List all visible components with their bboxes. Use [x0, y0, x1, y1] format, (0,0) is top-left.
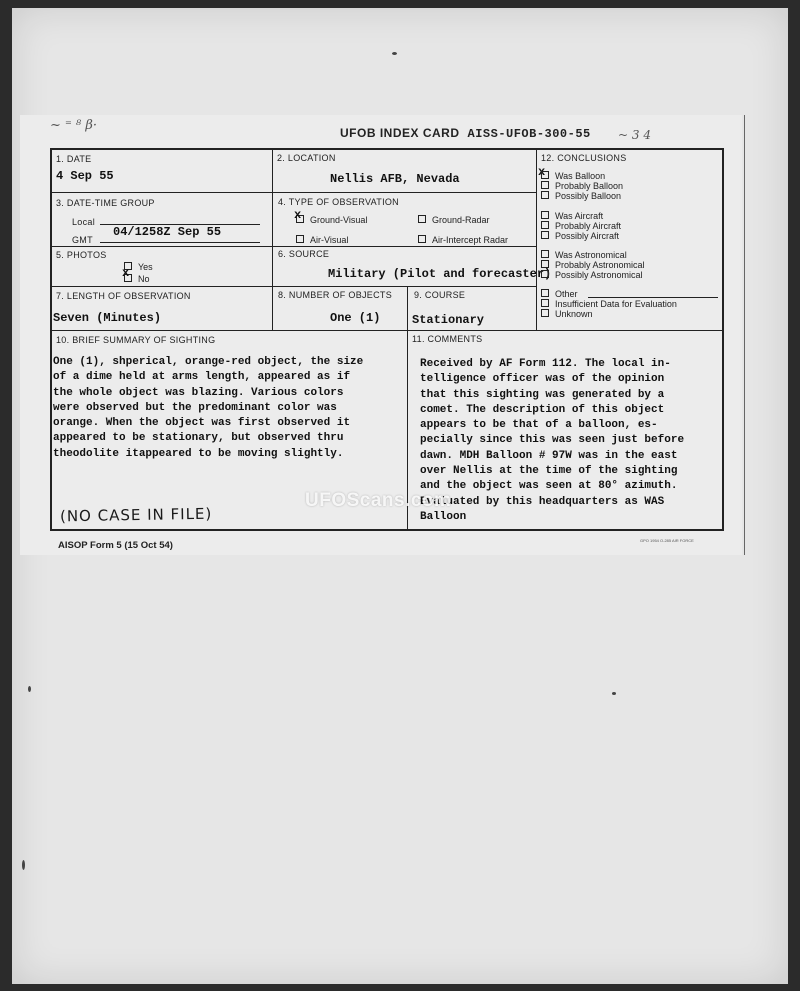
- concl-was-aircraft-label: Was Aircraft: [555, 211, 604, 221]
- dtg-label: 3. DATE-TIME GROUP: [56, 198, 155, 208]
- length-value: Seven (Minutes): [53, 311, 162, 325]
- checkbox: [541, 231, 549, 239]
- other-line: [588, 297, 718, 298]
- concl-unknown-label: Unknown: [555, 309, 593, 319]
- check-x-mark: x: [122, 266, 130, 280]
- comments-line: appears to be that of a balloon, es-: [420, 419, 658, 432]
- type-obs-label: 4. TYPE OF OBSERVATION: [278, 197, 399, 207]
- dtg-gmt-label: GMT: [72, 235, 93, 245]
- concl-was-balloon[interactable]: [541, 171, 605, 181]
- length-label: 7. LENGTH OF OBSERVATION: [56, 291, 191, 301]
- concl-probably-astronomical-label: Probably Astronomical: [555, 260, 645, 270]
- summary-line: theodolite itappeared to be moving slightly.: [53, 447, 344, 460]
- course-value: Stationary: [412, 313, 485, 327]
- concl-insufficient-data[interactable]: [541, 299, 677, 309]
- concl-was-balloon-label: Was Balloon: [555, 171, 606, 181]
- checkbox: [541, 191, 549, 199]
- summary-text: [53, 355, 363, 462]
- form-number: AISOP Form 5 (15 Oct 54): [58, 540, 173, 551]
- concl-possibly-balloon-label: Possibly Balloon: [555, 191, 622, 201]
- photos-yes-label: Yes: [138, 262, 153, 272]
- concl-other[interactable]: [541, 289, 578, 299]
- checkbox: [541, 171, 549, 179]
- grid-line-col-1: [272, 148, 273, 331]
- watermark: UFOScans.com: [305, 490, 452, 511]
- obs-air-visual[interactable]: [296, 235, 348, 245]
- grid-line-bottom: [50, 529, 724, 531]
- concl-possibly-astronomical[interactable]: [541, 270, 643, 280]
- date-label: 1. DATE: [56, 154, 92, 164]
- checkbox: [418, 215, 426, 223]
- concl-possibly-astronomical-label: Possibly Astronomical: [555, 270, 643, 280]
- comments-line: telligence officer was of the opinion: [420, 373, 665, 386]
- dtg-local-label: Local: [72, 217, 96, 227]
- summary-label: 10. BRIEF SUMMARY OF SIGHTING: [56, 335, 216, 345]
- checkbox: [541, 211, 549, 219]
- comments-line: Evaluated by this headquarters as WAS: [420, 495, 665, 508]
- num-objects-label: 8. NUMBER OF OBJECTS: [278, 290, 393, 300]
- grid-line-row-2: [50, 246, 537, 247]
- scan-speck: [612, 692, 616, 695]
- obs-air-intercept-label: Air-Intercept Radar: [432, 235, 509, 245]
- printer-imprint: GPO 1954 O-285 AIR FORCE: [640, 538, 694, 543]
- checkbox: [541, 250, 549, 258]
- concl-probably-balloon-label: Probably Balloon: [555, 181, 624, 191]
- checkbox: [541, 309, 549, 317]
- comments-text: [420, 357, 684, 525]
- concl-probably-aircraft[interactable]: [541, 221, 621, 231]
- scan-speck: [22, 860, 25, 870]
- date-value: 4 Sep 55: [56, 169, 114, 183]
- concl-possibly-balloon[interactable]: [541, 191, 621, 201]
- conclusions-label: 12. CONCLUSIONS: [541, 153, 627, 163]
- comments-line: over Nellis at the time of the sighting: [420, 465, 678, 478]
- check-x-mark: x: [538, 165, 546, 179]
- num-objects-value: One (1): [330, 311, 381, 325]
- comments-line: that this sighting was generated by a: [420, 388, 665, 401]
- comments-line: pecially since this was seen just before: [420, 434, 685, 447]
- obs-ground-radar[interactable]: [418, 215, 490, 225]
- concl-probably-balloon[interactable]: [541, 181, 623, 191]
- check-x-mark: x: [294, 208, 302, 222]
- grid-line-right: [722, 148, 724, 531]
- photos-no-label: No: [138, 274, 150, 284]
- grid-line-row-1: [50, 192, 537, 193]
- checkbox: [541, 299, 549, 307]
- grid-line-row-3: [50, 286, 537, 287]
- concl-other-label: Other: [555, 289, 578, 299]
- photos-label: 5. PHOTOS: [56, 250, 107, 260]
- grid-line-left: [50, 148, 52, 531]
- checkbox: [541, 221, 549, 229]
- course-label: 9. COURSE: [414, 290, 466, 300]
- checkbox: [541, 270, 549, 278]
- comments-line: comet. The description of this object: [420, 403, 665, 416]
- location-label: 2. LOCATION: [277, 153, 336, 163]
- obs-ground-radar-label: Ground-Radar: [432, 215, 490, 225]
- concl-insufficient-data-label: Insufficient Data for Evaluation: [555, 299, 677, 309]
- obs-ground-visual-label: Ground-Visual: [310, 215, 368, 225]
- comments-line: and the object was seen at 80° azimuth.: [420, 480, 678, 493]
- concl-probably-astronomical[interactable]: [541, 260, 645, 270]
- checkbox: [541, 181, 549, 189]
- card-number: AISS-UFOB-300-55: [467, 127, 591, 141]
- card-title-text: UFOB INDEX CARD: [340, 126, 460, 140]
- checkbox: [541, 260, 549, 268]
- concl-was-aircraft[interactable]: [541, 211, 603, 221]
- comments-line: Balloon: [420, 510, 467, 523]
- grid-line-col-2: [407, 286, 408, 331]
- grid-line-top: [50, 148, 723, 150]
- summary-line: of a dime held at arms length, appeared as if: [53, 371, 351, 384]
- dtg-gmt-value: 04/1258Z Sep 55: [113, 225, 222, 239]
- summary-line: One (1), shperical, orange-red object, the size: [53, 356, 364, 368]
- dtg-gmt-line: [100, 242, 260, 243]
- comments-label: 11. COMMENTS: [412, 334, 483, 344]
- concl-was-astronomical[interactable]: [541, 250, 627, 260]
- obs-air-intercept[interactable]: [418, 235, 508, 245]
- obs-air-visual-label: Air-Visual: [310, 235, 349, 245]
- checkbox: [296, 235, 304, 243]
- source-label: 6. SOURCE: [278, 249, 330, 259]
- summary-line: orange. When the object was first observed it: [53, 417, 351, 430]
- header-scrawl-right: ~ 3 4: [618, 128, 651, 142]
- concl-possibly-aircraft[interactable]: [541, 231, 619, 241]
- handwritten-note: (NO CASE IN FILE): [59, 504, 213, 526]
- card-edge: [744, 115, 745, 555]
- summary-line: the whole object was blazing. Various colors: [53, 386, 344, 399]
- concl-was-astronomical-label: Was Astronomical: [555, 250, 627, 260]
- scan-speck: [28, 686, 31, 692]
- comments-line: dawn. MDH Balloon # 97W was in the east: [420, 449, 678, 462]
- source-value: Military (Pilot and forecaster): [328, 267, 552, 281]
- concl-possibly-aircraft-label: Possibly Aircraft: [555, 231, 620, 241]
- scan-speck: [392, 52, 397, 55]
- checkbox: [541, 289, 549, 297]
- card-title: [340, 126, 591, 141]
- header-scrawl: ~ ⁼ ⁸ β·: [50, 118, 98, 133]
- location-value: Nellis AFB, Nevada: [330, 172, 460, 186]
- concl-unknown[interactable]: [541, 309, 593, 319]
- comments-line: Received by AF Form 112. The local in-: [420, 358, 671, 370]
- grid-line-row-4: [50, 330, 724, 331]
- concl-probably-aircraft-label: Probably Aircraft: [555, 221, 622, 231]
- summary-line: were observed but the predominant color was: [53, 401, 337, 414]
- checkbox: [418, 235, 426, 243]
- grid-line-conclusions: [536, 148, 537, 331]
- summary-line: appeared to be stationary, but observed thru: [53, 432, 344, 445]
- obs-ground-visual[interactable]: [296, 215, 367, 225]
